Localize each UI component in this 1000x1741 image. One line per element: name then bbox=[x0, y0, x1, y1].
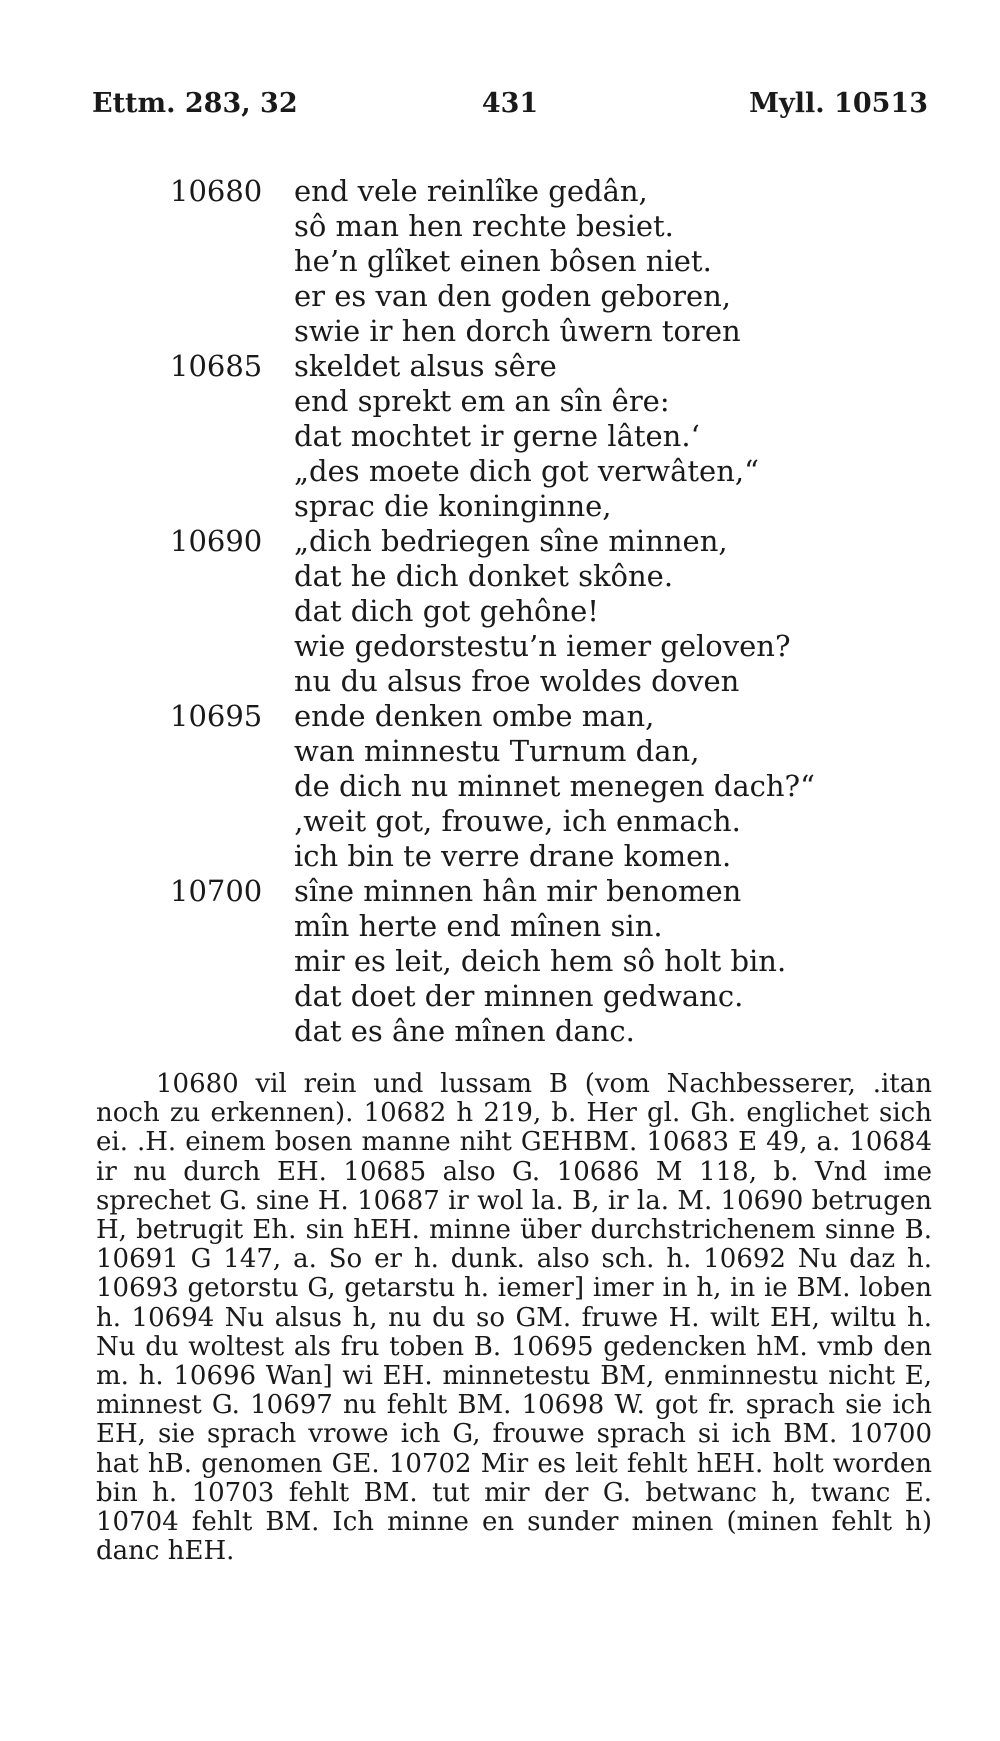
apparatus-paragraph: 10680 vil rein und lussam B (vom Nachbesserer, .itan noch zu erkennen). 10682 h 219, b. Her gl. Gh. englichet sich ei. .H. einem bosen manne niht GEHBM. 10683 E 49, a. 10684 ir nu durch EH. 10685 also G. 10686 M 118, b. Vnd ime sprechet G. sine H. 10687 ir wol la. B, ir la. M. 10690 betrugen H, betrugit Eh. sin hEH. minne über durchstrichenem sinne B. 10691 G 147, a. So er h. dunk. also sch. h. 10692 Nu daz h. 10693 getorstu G, getarstu h. iemer] imer in h, in ie BM. loben h. 10694 Nu alsus h, nu du so GM. fruwe H. wilt EH, wiltu h. Nu du woltest als fru toben B. 10695 gedencken hM. vmb den m. h. 10696 Wan] wi EH. minnetestu BM, enminnestu nicht E, minnest G. 10697 nu fehlt BM. 10698 W. got fr. sprach sie ich EH, sie sprach vrowe ich G, frouwe sprach si ich BM. 10700 hat hB. genomen GE. 10702 Mir es leit fehlt hEH. holt worden bin h. 10703 fehlt BM. tut mir der G. betwanc h, twanc E. 10704 fehlt BM. Ich minne en sunder minen (minen fehlt h) danc hEH. bbox=[96, 1069, 932, 1567]
verse-line-text: er es van den goden geboren, bbox=[294, 279, 732, 313]
verse-line-text: sîne minnen hân mir benomen bbox=[294, 874, 742, 908]
verse-line bbox=[0, 769, 1000, 804]
verse-line bbox=[0, 944, 1000, 979]
verse-line-text: swie ir hen dorch ûwern toren bbox=[294, 314, 741, 348]
verse-line bbox=[0, 979, 1000, 1014]
critical-apparatus bbox=[96, 1070, 932, 1566]
header-right-reference: Myll. 10513 bbox=[749, 88, 928, 119]
verse-line-text: he’n glîket einen bôsen niet. bbox=[294, 244, 712, 278]
verse-line-text: ende denken ombe man, bbox=[294, 699, 655, 733]
verse-line-text: sprac die koninginne, bbox=[294, 489, 612, 523]
verse-line bbox=[0, 664, 1000, 699]
verse-line-text: wie gedorstestu’n iemer geloven? bbox=[294, 629, 791, 663]
verse-line-text: mir es leit, deich hem sô holt bin. bbox=[294, 944, 787, 978]
verse-line bbox=[0, 629, 1000, 664]
verse-line bbox=[0, 419, 1000, 454]
verse-line-text: „dich bedriegen sîne minnen, bbox=[294, 524, 728, 558]
verse-line bbox=[0, 174, 1000, 209]
verse-line bbox=[0, 244, 1000, 279]
verse-line-text: dat mochtet ir gerne lâten.‘ bbox=[294, 419, 700, 453]
verse-line bbox=[0, 804, 1000, 839]
verse-line-text: ‚weit got, frouwe, ich enmach. bbox=[294, 804, 741, 838]
verse-number: 10690 bbox=[170, 524, 263, 558]
verse-line-text: mîn herte end mînen sin. bbox=[294, 909, 663, 943]
verse-line bbox=[0, 489, 1000, 524]
verse-line bbox=[0, 349, 1000, 384]
verse-line bbox=[0, 874, 1000, 909]
verse-line-text: dat dich got gehône! bbox=[294, 594, 599, 628]
verse-text bbox=[0, 174, 1000, 1049]
verse-line bbox=[0, 454, 1000, 489]
verse-number: 10685 bbox=[170, 349, 263, 383]
verse-line bbox=[0, 384, 1000, 419]
verse-line-text: end vele reinlîke gedân, bbox=[294, 174, 648, 208]
verse-line-text: skeldet alsus sêre bbox=[294, 349, 557, 383]
verse-line-text: dat he dich donket skône. bbox=[294, 559, 674, 593]
verse-line bbox=[0, 909, 1000, 944]
verse-line bbox=[0, 279, 1000, 314]
verse-line bbox=[0, 1014, 1000, 1049]
verse-line-text: „des moete dich got verwâten,“ bbox=[294, 454, 759, 488]
verse-line-text: dat doet der minnen gedwanc. bbox=[294, 979, 744, 1013]
verse-line bbox=[0, 734, 1000, 769]
verse-line bbox=[0, 559, 1000, 594]
verse-number: 10700 bbox=[170, 874, 263, 908]
verse-line-text: ich bin te verre drane komen. bbox=[294, 839, 732, 873]
verse-line bbox=[0, 209, 1000, 244]
page-number: 431 bbox=[481, 88, 539, 119]
verse-number: 10680 bbox=[170, 174, 263, 208]
verse-line-text: nu du alsus froe woldes doven bbox=[294, 664, 740, 698]
verse-line-text: wan minnestu Turnum dan, bbox=[294, 734, 700, 768]
verse-line-text: de dich nu minnet menegen dach?“ bbox=[294, 769, 815, 803]
verse-line bbox=[0, 594, 1000, 629]
verse-number: 10695 bbox=[170, 699, 263, 733]
header-left-reference: Ettm. 283, 32 bbox=[92, 88, 298, 119]
verse-line bbox=[0, 699, 1000, 734]
verse-line bbox=[0, 839, 1000, 874]
verse-line bbox=[0, 524, 1000, 559]
running-header bbox=[92, 88, 928, 128]
verse-line bbox=[0, 314, 1000, 349]
verse-line-text: sô man hen rechte besiet. bbox=[294, 209, 674, 243]
verse-line-text: end sprekt em an sîn êre: bbox=[294, 384, 670, 418]
verse-line-text: dat es âne mînen danc. bbox=[294, 1014, 635, 1048]
